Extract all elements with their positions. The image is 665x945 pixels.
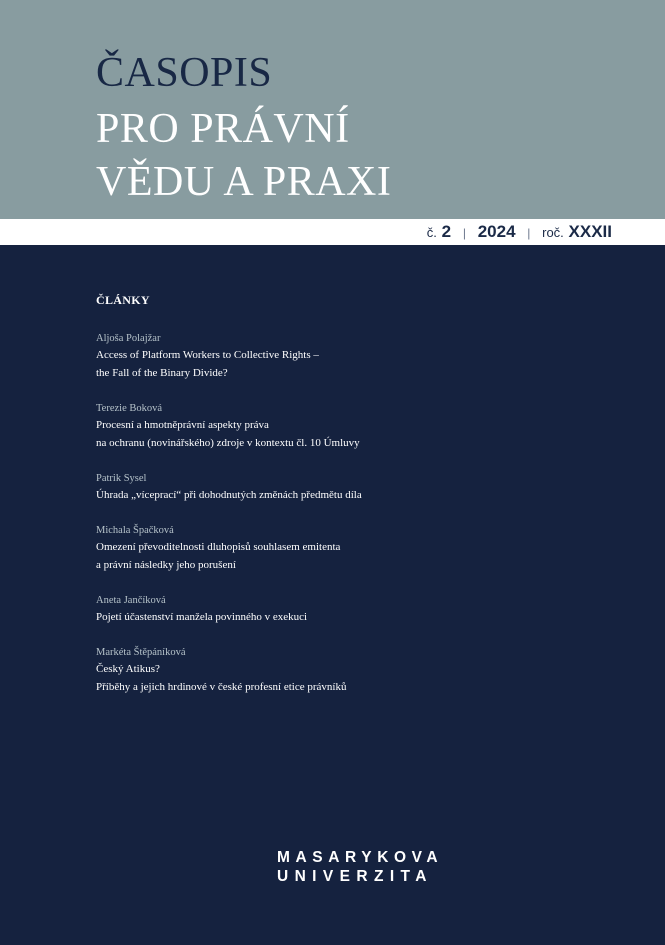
article-item xyxy=(96,593,616,626)
article-author: Patrik Sysel xyxy=(96,473,147,484)
publisher-line-1: MASARYKOVA xyxy=(277,849,444,866)
issue-number-label: č. xyxy=(426,225,437,240)
article-item xyxy=(96,331,616,382)
publisher-logo xyxy=(277,848,443,886)
issue-volume: XXXII xyxy=(568,222,612,241)
article-title-line: the Fall of the Binary Divide? xyxy=(96,367,228,379)
article-author: Aneta Jančíková xyxy=(96,595,166,606)
issue-info xyxy=(427,222,612,243)
article-author: Michala Špačková xyxy=(96,525,174,536)
article-title-line: Omezení převoditelnosti dluhopisů souhlasem emitenta xyxy=(96,541,341,553)
article-author: Terezie Boková xyxy=(96,403,163,414)
issue-band xyxy=(0,219,665,245)
article-item xyxy=(96,471,616,504)
publisher-line-2: UNIVERZITA xyxy=(277,868,433,885)
journal-title-line-3: VĚDU A PRAXI xyxy=(96,159,392,205)
issue-separator: | xyxy=(462,226,466,240)
article-title-line: Access of Platform Workers to Collective Rights – xyxy=(96,349,319,361)
article-title-line: Český Atikus? xyxy=(96,663,160,675)
article-title-line: Příběhy a jejich hrdinové v české profesní etice právníků xyxy=(96,681,347,693)
article-author: Aljoša Polajžar xyxy=(96,333,161,344)
article-title-line: Procesní a hmotněprávní aspekty práva xyxy=(96,419,269,431)
issue-number: 2 xyxy=(441,222,452,241)
issue-separator: | xyxy=(527,226,531,240)
article-item xyxy=(96,523,616,574)
article-title-line: Pojetí účastenství manžela povinného v exekuci xyxy=(96,611,308,623)
issue-year: 2024 xyxy=(477,222,516,241)
issue-volume-label: roč. xyxy=(542,225,564,240)
journal-title-line-2: PRO PRÁVNÍ xyxy=(96,106,350,152)
cover-header xyxy=(0,0,665,219)
article-item xyxy=(96,401,616,452)
journal-title-line-1: ČASOPIS xyxy=(96,50,273,96)
article-item xyxy=(96,645,616,696)
article-author: Markéta Štěpáníková xyxy=(96,647,186,658)
article-title-line: a právní následky jeho porušení xyxy=(96,559,236,571)
article-title-line: Úhrada „víceprací“ při dohodnutých změnách předmětu díla xyxy=(96,489,362,501)
article-title-line: na ochranu (novinářského) zdroje v kontextu čl. 10 Úmluvy xyxy=(96,437,360,449)
article-list xyxy=(96,331,616,696)
section-title: ČLÁNKY xyxy=(96,293,150,307)
